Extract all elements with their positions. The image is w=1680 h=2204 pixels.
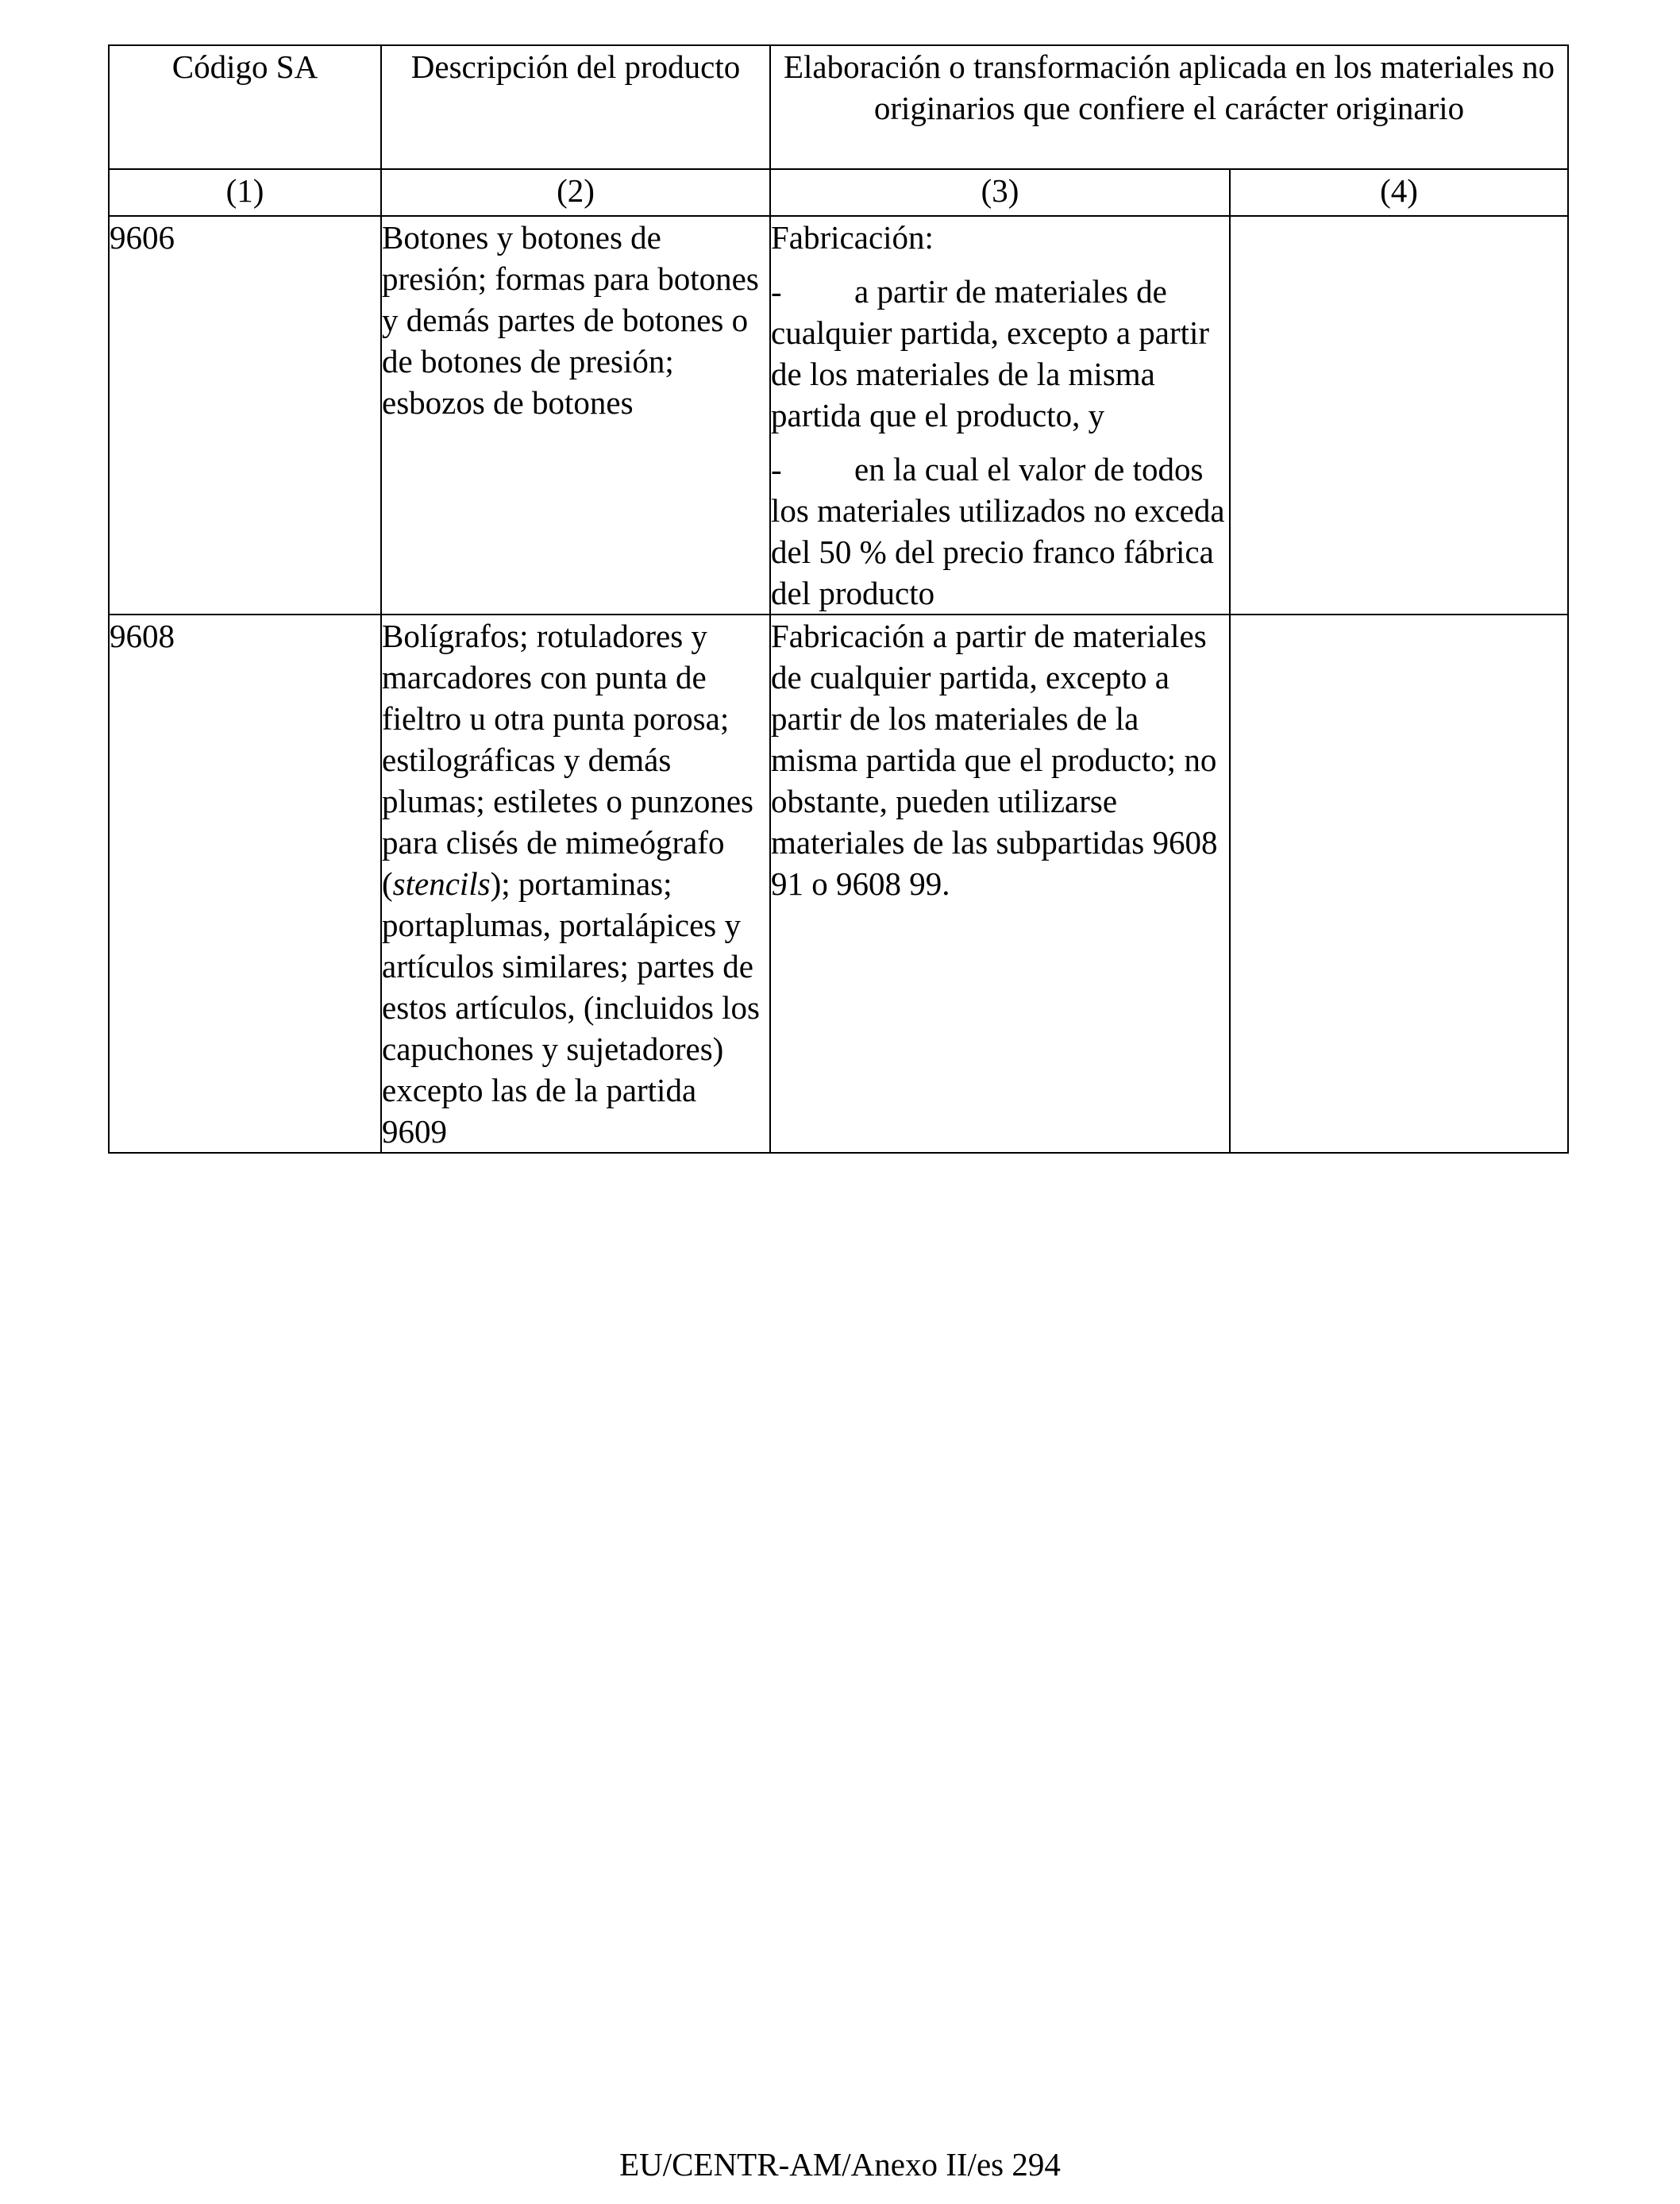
dash-marker: -	[771, 273, 782, 310]
processing-item	[771, 449, 1229, 614]
hs-code-cell: 9608	[109, 615, 381, 1153]
processing-intro: Fabricación:	[771, 219, 934, 256]
description-text-before: Bolígrafos; rotuladores y marcadores con punta de fieltro u otra punta porosa; estilográficas y demás plumas; estiletes o punzones para clisés de mimeógrafo (	[382, 618, 753, 902]
description-text-italic: stencils	[392, 865, 491, 902]
alternative-rule-cell	[1230, 216, 1568, 615]
column-number-2: (2)	[381, 169, 770, 216]
processing-item	[771, 271, 1229, 436]
processing-item-text: en la cual el valor de todos los materiales utilizados no exceda del 50 % del precio franco fábrica del producto	[771, 451, 1225, 611]
table-row	[109, 216, 1568, 615]
column-number-4: (4)	[1230, 169, 1568, 216]
header-product-description: Descripción del producto	[381, 45, 770, 169]
alternative-rule-cell	[1230, 615, 1568, 1153]
header-hs-code: Código SA	[109, 45, 381, 169]
description-cell: Botones y botones de presión; formas para botones y demás partes de botones o de botones de presión; esbozos de botones	[381, 216, 770, 615]
column-number-3: (3)	[770, 169, 1230, 216]
page-footer-reference: EU/CENTR-AM/Anexo II/es 294	[619, 2146, 1061, 2183]
hs-code-cell: 9606	[109, 216, 381, 615]
column-number-1: (1)	[109, 169, 381, 216]
processing-item-text: a partir de materiales de cualquier partida, excepto a partir de los materiales de la misma partida que el producto, y	[771, 273, 1210, 433]
description-text-after: ); portaminas; portaplumas, portalápices y artículos similares; partes de estos artículos, (incluidos los capuchones y sujetadores) excepto las de la partida 9609	[382, 865, 761, 1150]
processing-cell	[770, 216, 1230, 615]
product-specific-rules-table	[108, 44, 1569, 1154]
header-processing: Elaboración o transformación aplicada en los materiales no originarios que confiere el carácter originario	[770, 45, 1568, 169]
processing-cell: Fabricación a partir de materiales de cualquier partida, excepto a partir de los materiales de la misma partida que el producto; no obstante, pueden utilizarse materiales de las subpartidas 9608 91 o 9608 99.	[770, 615, 1230, 1153]
column-number-row	[109, 169, 1568, 216]
dash-marker: -	[771, 451, 782, 487]
description-cell	[381, 615, 770, 1153]
table-row	[109, 615, 1568, 1153]
table-header-row	[109, 45, 1568, 169]
